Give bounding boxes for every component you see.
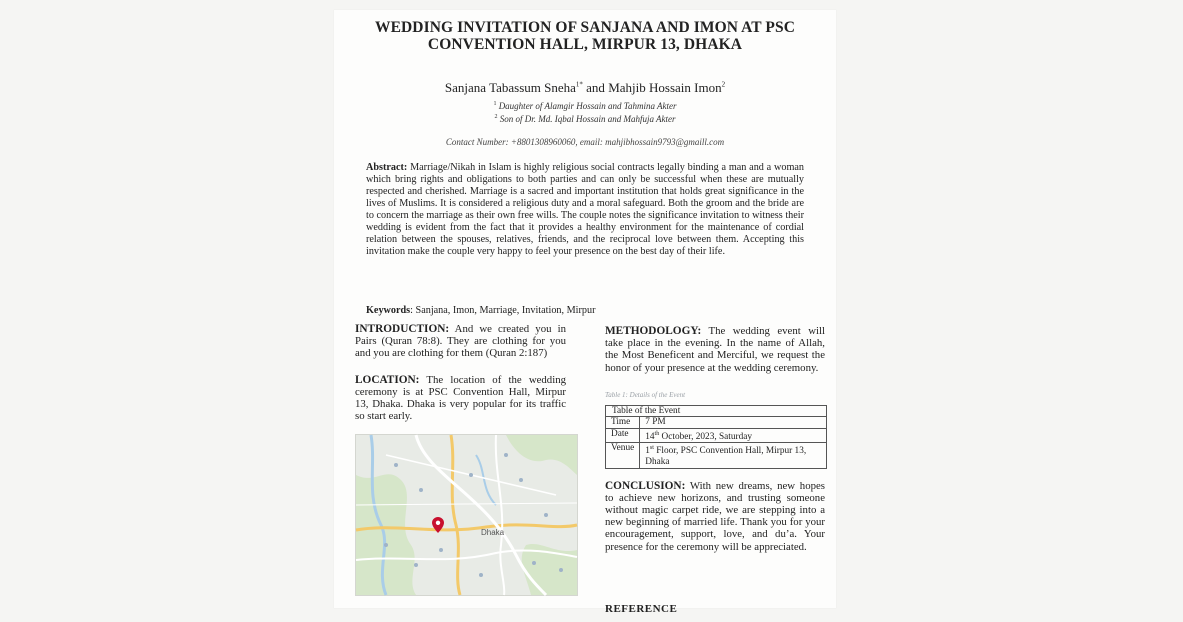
affiliation-2 [354, 114, 816, 124]
venue-rest: Floor, PSC Convention Hall, Mirpur 13, Dhaka [645, 446, 807, 467]
location-text: The location of the wedding ceremony is at PSC Convention Hall, Mirpur 13, Dhaka. Dhaka is very popular for its traffic so start early. [355, 373, 566, 423]
table-row [606, 417, 827, 429]
date-sup: th [654, 430, 660, 437]
abstract-text: Marriage/Nikah in Islam is highly religious social contracts legally binding a man and a woman which bring rights and obligations to both parties and can only be successful when these are mutually respected and cherished. Marriage is a sacred and important institution that holds great significance in the lives of Muslims. It is considered a religious duty and a moral safeguard. Both the groom and the bride are to concern the marriage as their own free wills. The couple notes the significance invitation to witness their wedding is evident from the fact that it provides a healthy environment for the maintenance of cordial relation between the spouses, relatives, friends, and the reciprocal love between them. Accepting this invitation make the couple very happy to feel your presence on the best day of their life. [366, 162, 804, 258]
author-2-sup: 2 [721, 80, 726, 89]
introduction-section [355, 323, 566, 360]
map-pin-icon [432, 517, 444, 533]
row-venue-label: Venue [606, 443, 640, 468]
location-map [355, 434, 578, 596]
map-graphic [356, 435, 577, 595]
affiliation-1-text: Daughter of Alamgir Hossain and Tahmina Akter [498, 101, 677, 111]
event-table [605, 405, 827, 469]
keywords-text: : Sanjana, Imon, Marriage, Invitation, Mirpur [410, 305, 596, 316]
location-heading: LOCATION: [355, 373, 420, 386]
table-row [606, 428, 827, 443]
author-1-sup: 1* [575, 80, 583, 89]
abstract [366, 162, 804, 258]
date-day: 14 [645, 431, 655, 442]
row-time-value: 7 PM [640, 417, 827, 429]
methodology-heading: METHODOLOGY: [605, 325, 702, 337]
paper-title: WEDDING INVITATION OF SANJANA AND IMON AT PSC CONVENTION HALL, MIRPUR 13, DHAKA [374, 19, 796, 53]
row-venue-value [640, 443, 827, 468]
document-page [334, 10, 836, 615]
author-2: Mahjib Hossain Imon [608, 80, 722, 95]
affiliation-1 [354, 101, 816, 111]
reference-heading: REFERENCE [605, 603, 678, 615]
location-section [355, 374, 566, 423]
date-rest: October, 2023, Saturday [659, 431, 753, 442]
right-column [605, 325, 825, 553]
author-join: and [582, 80, 609, 95]
conclusion-text: With new dreams, new hopes to achieve new horizons, and trusting someone without magic carpet ride, we are stepping into a new beginning of married life. Thank you for your encouragement, support, love, and du’a. Your presence for the ceremony will be appreciated. [605, 479, 825, 553]
methodology-text: The wedding event will take place in the evening. In the name of Allah, the Most Beneficent and Merciful, we request the honor of your presence at the wedding ceremony. [605, 325, 825, 374]
venue-floor: 1 [645, 446, 650, 457]
table-caption: Table 1: Details of the Event [605, 390, 686, 399]
introduction-heading: INTRODUCTION: [355, 323, 450, 335]
row-date-value [640, 428, 827, 443]
introduction-text: And we created you in Pairs (Quran 78:8). They are clothing for you and you are clothing for them (Quran 2:187) [355, 323, 566, 360]
affiliation-1-number: 1 [493, 101, 497, 107]
table-row [606, 443, 827, 468]
table-header: Table of the Event [606, 405, 827, 417]
left-column [355, 323, 566, 596]
venue-sup: st [649, 445, 654, 452]
affiliation-2-text: Son of Dr. Md. Iqbal Hossain and Mahfuja Akter [499, 114, 676, 124]
conclusion-section [605, 480, 825, 553]
author-line [354, 80, 816, 96]
row-date-label: Date [606, 428, 640, 443]
keywords [366, 305, 804, 316]
conclusion-heading: CONCLUSION: [605, 479, 686, 492]
table-header-row [606, 405, 827, 417]
abstract-label: Abstract: [366, 162, 408, 173]
author-1: Sanjana Tabassum Sneha [444, 80, 576, 95]
affiliation-2-number: 2 [494, 114, 498, 120]
methodology-section [605, 325, 825, 374]
map-city-label: Dhaka [481, 528, 505, 538]
keywords-label: Keywords [366, 305, 411, 316]
row-time-label: Time [606, 417, 640, 429]
contact-line: Contact Number: +8801308960060, email: mahjibhossain9793@gmaill.com [445, 137, 725, 147]
